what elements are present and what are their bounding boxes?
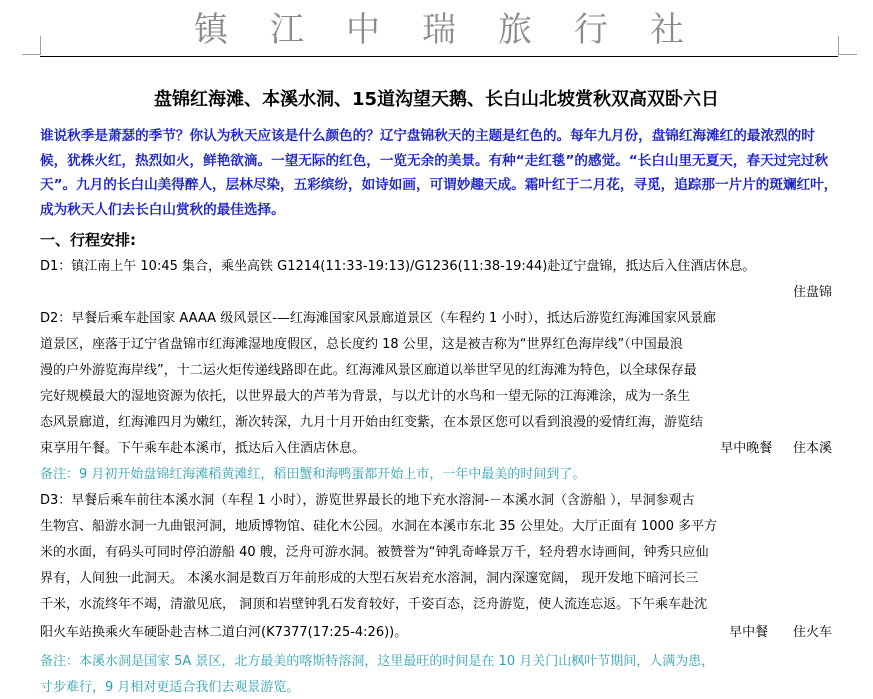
day3-line: 千米，水流终年不竭，清澈见底， 洞顶和岩壁钟乳石发育较好，千姿百态，泛舟游览，使人流连忘返。下午乘车赴沈 [40,597,708,612]
day2-line: D2：早餐后乘车赴国家 AAAA 级风景区-—红海滩国家风景廊道景区（车程约 1 小时），抵达后游览红海滩国家风景廊 [40,311,716,326]
day3-line: 界有，人间独一此洞天。 本溪水洞是数百万年前形成的大型石灰岩充水溶洞，洞内深邃宽阔， 现开发地下暗河长三 [40,571,699,586]
day2-note-line: 备注：9 月初开始盘锦红海滩稻黄滩红，稻田蟹和海鸭蛋都开始上市，一年中最美的时间到了。 [40,467,586,482]
day2-line: 漫的户外游览海岸线”，十二运火炬传递线路即在此。红海滩风景区廊道以举世罕见的红海滩为特色，以全球保存最 [40,363,697,378]
day2-line: 道景区，座落于辽宁省盘锦市红海滩湿地度假区，总长度约 18 公里，这是被吉称为“世界红色海岸线”（中国最浪 [40,337,683,352]
day3-accommodation: 住火车 [792,625,832,640]
page-corner-mark [22,36,41,55]
intro-paragraph: 谁说秋季是萧瑟的季节？你认为秋天应该是什么颜色的？辽宁盘锦秋天的主题是红色的。每年九月份，盘锦红海滩红的最浓烈的时候，犹株火红，热烈如火，鲜艳欲滴。一望无际的红色，一览无余的美景。有种“走红毯”的感觉。“长白山里无夏天，春天过完过秋天”。九月的长白山美得醉人，层林尽染，五彩缤纷，如诗如画，可谓妙趣天成。霜叶红于二月花，寻觅，追踪那一片片的斑斓红叶，成为秋天人们去长白山赏秋的最佳选择。 [40,128,838,218]
day3-line: D3：早餐后乘车前往本溪水洞（车程 1 小时），游览世界最长的地下充水溶洞-－本溪水洞（含游船 ），早洞参观古 [40,493,695,508]
header-divider [40,56,838,57]
page-corner-mark [838,36,857,55]
day3-meals: 早中餐 [729,625,769,640]
page-header [40,8,838,58]
day1-line: D1：镇江南上午 10:45 集合，乘坐高铁 G1214(11:33-19:13)/G1236(11:38-19:44)赴辽宁盘锦，抵达后入住酒店休息。 [40,259,756,274]
day2-line: 完好规模最大的湿地资源为依托，以世界最大的芦苇为背景，与以尤计的水鸟和一望无际的江海滩涂，成为一条生 [40,389,691,404]
day3-line: 生物宫、船游水洞一九曲银河洞，地质博物馆、硅化木公园。水洞在本溪市东北 35 公里处。大厅正面有 1000 多平方 [40,519,718,534]
day2-accommodation: 住本溪 [792,441,832,456]
day2-text [40,306,832,436]
day3-note [40,649,832,699]
day3-line: 米的水面，有码头可同时停泊游船 40 艘，泛舟可游水洞。被赞誉为“钟乳奇峰景万千，轻舟碧水诗画间，钟秀只应仙 [40,545,709,560]
agency-name: 镇江中瑞旅行社 [194,10,726,50]
day3-note-line: 备注：本溪水洞是国家 5A 景区，北方最美的喀斯特溶洞，这里最旺的时间是在 10 月关门山枫叶节期间，人满为患， [40,654,715,669]
day3-line: 阳火车站换乘火车硬卧赴吉林二道白河(K7377(17:25-4:26))。 [40,625,408,640]
day1-text [40,254,832,280]
day2-line: 束享用午餐。下午乘车赴本溪市，抵达后入住酒店休息。 [40,441,366,456]
day3-note-line: 寸步难行，9 月相对更适合我们去观景游览。 [40,680,300,695]
day2-meals-stay [720,436,832,462]
section-heading-itinerary: 一、行程安排: [40,231,136,249]
day3-last-line [40,620,832,646]
day2-note [40,462,832,488]
document-title: 盘锦红海滩、本溪水洞、15道沟望天鹅、长白山北坡赏秋双高双卧六日 [153,89,720,110]
day3-meals-stay [729,620,832,646]
day1-accommodation: 住盘锦 [792,285,832,300]
day3-text [40,488,832,618]
day2-last-line [40,436,832,462]
day2-line: 态风景廊道，红海滩四月为嫩红，渐次转深，九月十月开始由红变紫，在本景区您可以看到浪漫的爱情红海，游览结 [40,415,704,430]
day2-meals: 早中晚餐 [720,441,773,456]
